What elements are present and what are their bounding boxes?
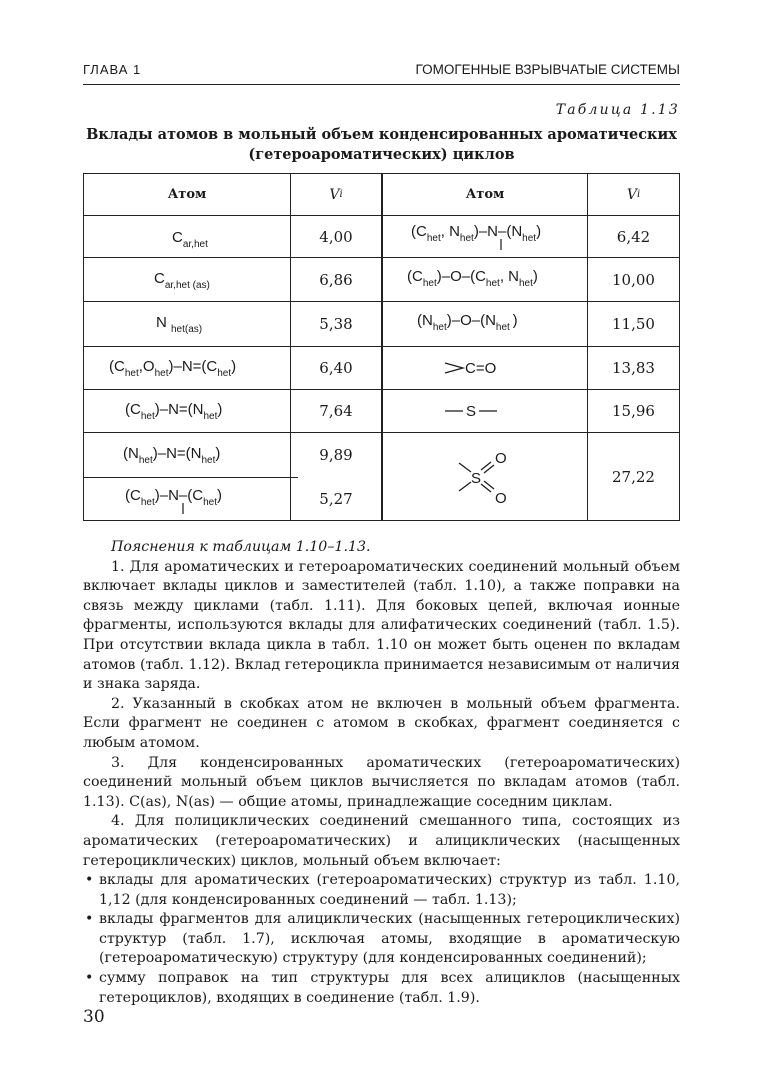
svg-text:Car,het (as): $C_{ar,het (as)}$ <box>154 269 210 291</box>
svg-text:(Chet,Ohet)–N=(Chet): $(C_{het},O_{het})-N=(C_{het})$ <box>109 358 237 379</box>
list-item: • сумму поправок на тип структуры для всех алициклов (насыщенных гетероциклов), входящих в соединение (табл. 1.9). <box>83 969 680 1008</box>
section-title: ГОМОГЕННЫЕ ВЗРЫВЧАТЫЕ СИСТЕМЫ <box>415 62 680 77</box>
svg-text:N het(as): N $_{het(as)}$ <box>156 314 203 335</box>
page-number: 30 <box>83 1007 105 1027</box>
table-row-atom <box>84 390 290 432</box>
svg-text:(Nhet)–N=(Nhet): $(N_{het})-N=(N_{het})$ <box>123 445 221 466</box>
table-row-atom <box>84 433 290 477</box>
svg-text:(Chet)–O–(Chet, Nhet): $(C_{het})-O-(C_{het}$, $N_{het}$) <box>407 267 538 289</box>
table-row-atom <box>84 258 290 301</box>
table-value: 13,83 <box>612 359 655 377</box>
table-value: 4,00 <box>319 227 353 246</box>
table-value: 9,89 <box>319 446 353 464</box>
table-row-atom <box>383 302 587 346</box>
table-value: 6,86 <box>319 270 353 289</box>
svg-text:(Nhet)–O–(Nhet ): $(N_{het})-O-(N_{het}$ ) <box>417 312 518 333</box>
table-row-atom <box>383 390 587 432</box>
table-value: 10,00 <box>612 270 655 289</box>
header-atom-left: Атом <box>167 187 207 202</box>
table-value: 27,22 <box>612 467 655 486</box>
table-title: Вклады атомов в мольный объем конденсированных ароматических (гетероароматических) циклов <box>86 126 677 163</box>
table-row-atom <box>383 216 587 257</box>
table-row-atom <box>84 347 290 389</box>
paragraph-1: 1. Для ароматических и гетероароматических соединений мольный объем включает вклады циклов и заместителей (табл. 1.10), а также поправки на связь между циклами (табл. 1.11). Для боковых цепей, включая ионные фрагменты, используются вклады для алифатических соединений (табл. 1.5). При отсутствии вклада цикла в табл. 1.10 он может быть оценен по вкладам атомов (табл. 1.12). Вклад гетероцикла принимается независимым от наличия и знака заряда. <box>83 558 680 693</box>
table-row-atom <box>84 302 290 346</box>
paragraph-2: 2. Указанный в скобках атом не включен в мольный объем фрагмента. Если фрагмент не соединен с атомом в скобках, фрагмент соединяется с любым атомом. <box>83 695 680 751</box>
list-item: • вклады для ароматических (гетероароматических) структур из табл. 1.10, 1,12 (для конденсированных соединений — табл. 1.13); <box>83 871 680 910</box>
svg-text:(Chet)–N=(Nhet): $(C_{het})-N=(N_{het})$ <box>125 401 223 422</box>
table-row-atom <box>383 347 587 389</box>
paragraph-4: 4. Для полициклических соединений смешанного типа, состоящих из ароматических (гетероароматических) и алициклических (насыщенных гетероциклических) циклов, мольный объем включает: <box>83 813 680 869</box>
running-header <box>83 60 680 85</box>
svg-text:Car,het: $C_{ar,het}$ <box>172 228 208 250</box>
atom-volume-table <box>83 173 680 521</box>
header-vi-left: V i <box>329 186 343 203</box>
svg-text:S: S <box>471 469 482 487</box>
table-number: Таблица 1.13 <box>555 102 680 118</box>
table-value: 15,96 <box>612 402 655 420</box>
table-value: 6,42 <box>616 227 651 246</box>
table-value: 7,64 <box>319 402 353 420</box>
table-value: 6,40 <box>319 359 353 377</box>
svg-text:(Chet, Nhet)–N–(Nhet): ($C_{het}$, $N_{het})-N-(N_{het})$ <box>411 222 542 244</box>
header-vi-right: V i <box>626 186 641 203</box>
explanations-text <box>83 538 680 1008</box>
table-row-atom <box>84 216 290 257</box>
header-atom-right: Атом <box>465 187 505 202</box>
svg-text:O: O <box>495 449 507 467</box>
list-item: • вклады фрагментов для алициклических (насыщенных гетероциклических) структур (табл. 1.7), исключая атомы, входящие в ароматическую (гетероароматическую) структуру (для конденсированных соединений); <box>83 910 680 969</box>
paragraph-3: 3. Для конденсированных ароматических (гетероароматических) соединений мольный объем циклов вычисляется по вкладам атомов (табл. 1.13). C(as), N(as) — общие атомы, принадлежащие соседним циклам. <box>83 754 680 810</box>
svg-text:(Chet)–N–(Chet): $(C_{het})-N-(C_{het})$ <box>125 487 222 508</box>
explanations-caption: Пояснения к таблицам 1.10–1.13. <box>111 539 371 555</box>
svg-text:C=O: C=O <box>465 360 497 377</box>
bullet-list <box>83 871 680 1008</box>
svg-text:O: O <box>495 489 507 507</box>
svg-text:S: S <box>466 403 477 420</box>
table-value: 5,38 <box>319 315 353 333</box>
table-value: 11,50 <box>612 315 655 333</box>
table-row-atom <box>84 478 290 520</box>
chapter-label: ГЛАВА 1 <box>83 62 142 77</box>
table-row-atom <box>383 258 587 301</box>
table-value: 5,27 <box>319 490 353 508</box>
table-row-atom <box>383 433 587 520</box>
